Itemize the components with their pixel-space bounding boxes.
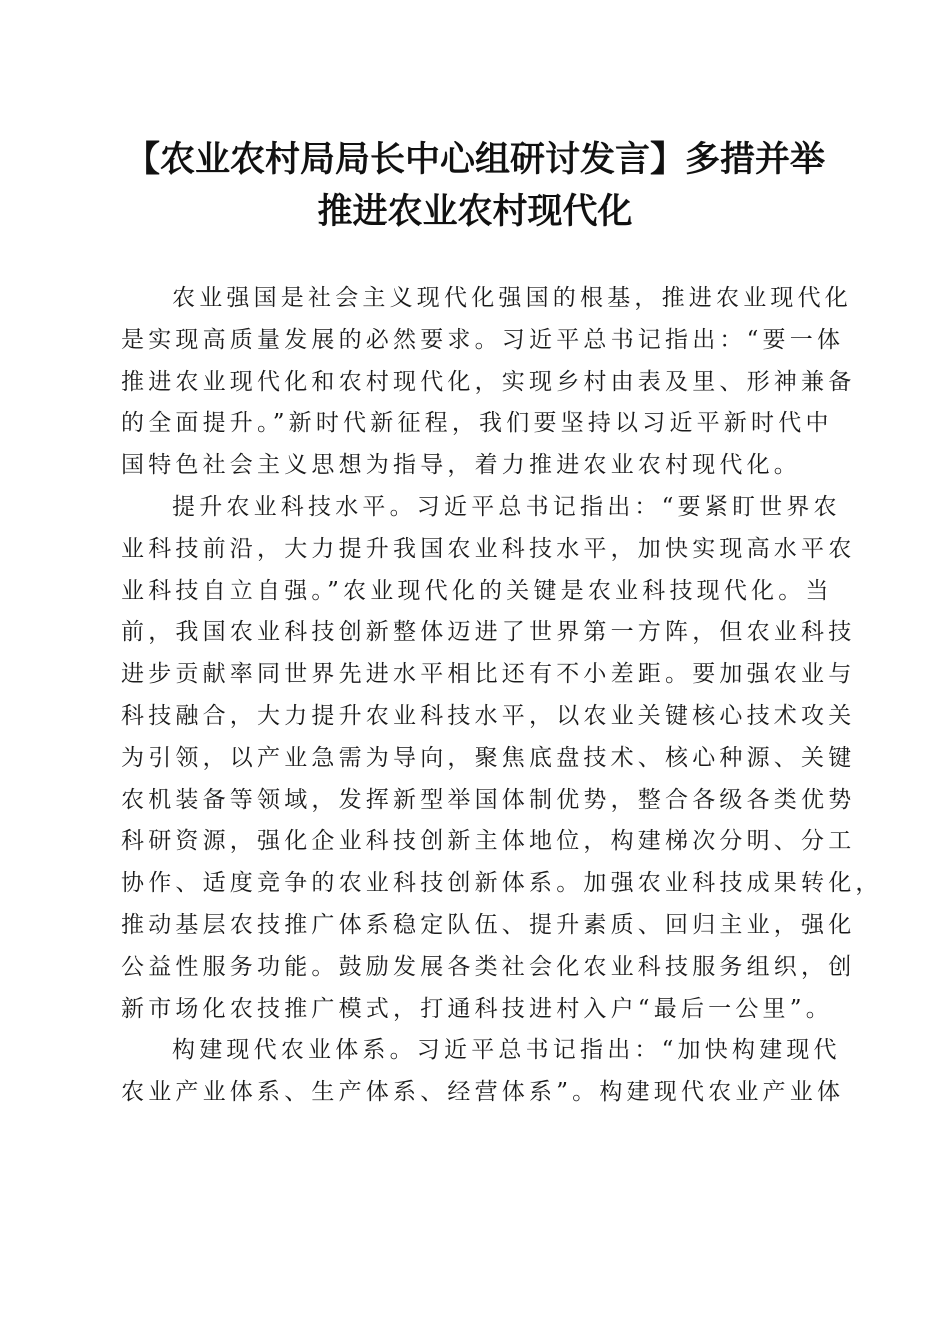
title-line-1: 【农业农村局局长中心组研讨发言】多措并举 xyxy=(124,139,825,180)
body-line: 业科技前沿，大力提升我国农业科技水平，加快实现高水平农 xyxy=(121,535,856,562)
title-line-2: 推进农业农村现代化 xyxy=(317,191,633,232)
body-line: 构建现代农业体系。习近平总书记指出：“加快构建现代 xyxy=(172,1037,841,1064)
body-line: 业科技自立自强。”农业现代化的关键是农业科技现代化。当 xyxy=(121,577,833,604)
body-line: 公益性服务功能。鼓励发展各类社会化农业科技服务组织，创 xyxy=(121,953,856,980)
body-line: 是实现高质量发展的必然要求。习近平总书记指出：“要一体 xyxy=(121,326,845,353)
body-line: 国特色社会主义思想为指导，着力推进农业农村现代化。 xyxy=(121,452,801,479)
body-line: 协作、适度竞争的农业科技创新体系。加强农业科技成果转化， xyxy=(121,870,883,897)
body-line: 新市场化农技推广模式，打通科技进村入户“最后一公里”。 xyxy=(121,995,833,1022)
body-line: 科研资源，强化企业科技创新主体地位，构建梯次分明、分工 xyxy=(121,828,856,855)
body-line: 推进农业现代化和农村现代化，实现乡村由表及里、形神兼备 xyxy=(121,368,856,395)
body-line: 的全面提升。”新时代新征程，我们要坚持以习近平新时代中 xyxy=(121,410,833,437)
document-body xyxy=(121,278,883,1114)
document-title xyxy=(100,134,850,238)
body-line: 推动基层农技推广体系稳定队伍、提升素质、回归主业，强化 xyxy=(121,911,856,938)
body-line: 农业产业体系、生产体系、经营体系”。构建现代农业产业体 xyxy=(121,1079,845,1106)
body-line: 科技融合，大力提升农业科技水平，以农业关键核心技术攻关 xyxy=(121,702,856,729)
body-line: 农业强国是社会主义现代化强国的根基，推进农业现代化 xyxy=(172,285,852,311)
body-line: 农机装备等领域，发挥新型举国体制优势，整合各级各类优势 xyxy=(121,786,856,813)
body-line: 前，我国农业科技创新整体迈进了世界第一方阵，但农业科技 xyxy=(121,619,856,646)
body-line: 为引领，以产业急需为导向，聚焦底盘技术、核心种源、关键 xyxy=(121,744,856,771)
body-line: 提升农业科技水平。习近平总书记指出：“要紧盯世界农 xyxy=(172,493,841,520)
body-line: 进步贡献率同世界先进水平相比还有不小差距。要加强农业与 xyxy=(121,661,856,688)
